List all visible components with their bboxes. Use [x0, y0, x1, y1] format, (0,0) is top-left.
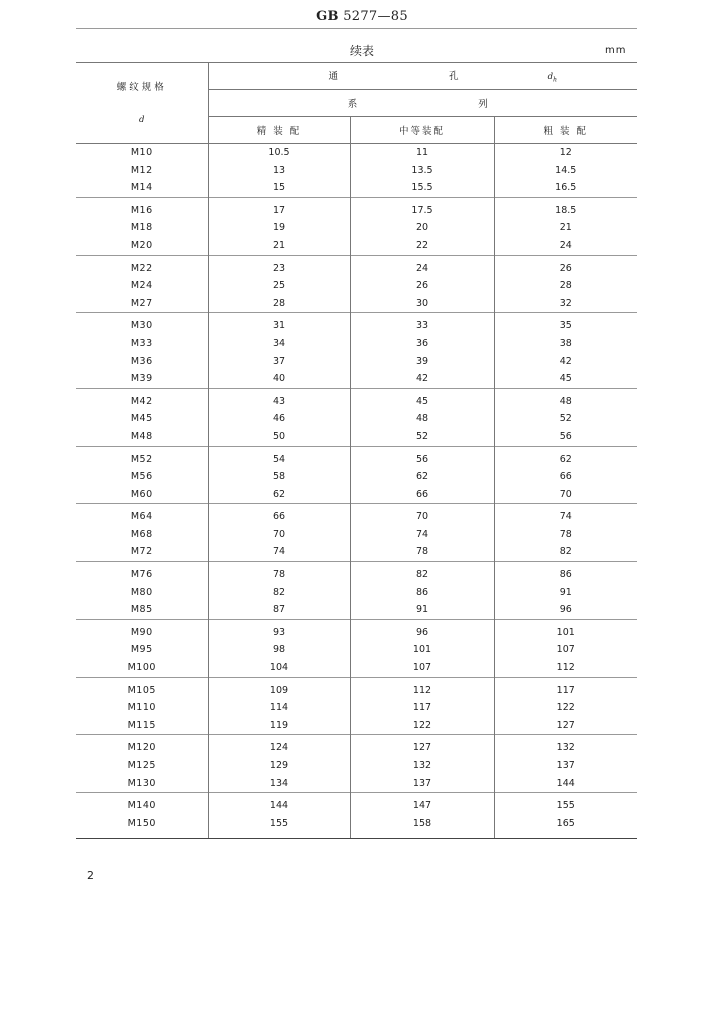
fine-fit-cell: 62 — [208, 486, 350, 504]
fine-fit-cell: 43 — [208, 388, 350, 410]
table-row — [76, 468, 637, 486]
medium-fit-cell: 45 — [350, 388, 494, 410]
table-title: 续表 — [349, 44, 374, 58]
thread-spec-cell: M140 — [76, 793, 208, 815]
medium-fit-cell: 117 — [350, 699, 494, 717]
medium-fit-cell: 15.5 — [350, 179, 494, 197]
coarse-fit-cell: 24 — [494, 237, 637, 255]
thread-spec-cell: M33 — [130, 337, 153, 349]
thread-spec-cell: M90 — [76, 619, 208, 641]
table-row — [76, 255, 637, 277]
thread-spec-cell: M22 — [76, 255, 208, 277]
table-row — [76, 504, 637, 526]
thread-spec-cell: M130 — [127, 777, 156, 789]
coarse-fit-cell: 127 — [494, 717, 637, 735]
table-row — [76, 526, 637, 544]
fine-fit-cell: 87 — [208, 601, 350, 619]
table-row — [76, 237, 637, 255]
medium-fit-cell: 11 — [350, 144, 494, 162]
table-row — [76, 775, 637, 793]
table-row — [76, 584, 637, 602]
series-header — [208, 90, 637, 117]
fine-fit-cell: 34 — [208, 335, 350, 353]
fine-fit-cell: 74 — [208, 543, 350, 561]
coarse-fit-cell: 101 — [494, 619, 637, 641]
table-row — [76, 815, 637, 839]
fine-fit-cell: 155 — [208, 815, 350, 839]
spec-header-cell — [76, 63, 208, 144]
thread-spec-cell: M76 — [76, 562, 208, 584]
table-row — [76, 428, 637, 446]
thread-spec-cell: M18 — [130, 222, 153, 234]
unit-label: mm — [605, 45, 627, 56]
table-row — [76, 370, 637, 388]
table-body — [76, 144, 637, 839]
fine-fit-cell: 25 — [208, 277, 350, 295]
fine-fit-cell: 23 — [208, 255, 350, 277]
medium-fit-cell: 112 — [350, 677, 494, 699]
medium-fit-cell: 26 — [350, 277, 494, 295]
medium-fit-cell: 122 — [350, 717, 494, 735]
coarse-fit-cell: 56 — [494, 428, 637, 446]
fine-fit-cell: 129 — [208, 757, 350, 775]
standard-code-prefix: GB — [316, 9, 339, 24]
coarse-fit-cell: 26 — [494, 255, 637, 277]
coarse-fit-cell: 165 — [494, 815, 637, 839]
medium-fit-cell: 70 — [350, 504, 494, 526]
thread-spec-cell: M95 — [130, 644, 153, 656]
coarse-fit-cell: 62 — [494, 446, 637, 468]
table-row — [76, 353, 637, 371]
table-row — [76, 197, 637, 219]
medium-fit-cell: 36 — [350, 335, 494, 353]
table-row — [76, 641, 637, 659]
thread-spec-cell: M60 — [130, 488, 153, 500]
coarse-fit-cell: 14.5 — [494, 162, 637, 180]
thread-spec-cell: M16 — [76, 197, 208, 219]
thread-spec-cell: M110 — [127, 702, 156, 714]
thread-spec-cell: M52 — [76, 446, 208, 468]
coarse-fit-cell: 18.5 — [494, 197, 637, 219]
fine-fit-cell: 46 — [208, 410, 350, 428]
fine-fit-cell: 78 — [208, 562, 350, 584]
series-char-1: 系 — [347, 99, 358, 110]
thread-spec-cell: M10 — [130, 147, 153, 158]
coarse-fit-cell: 122 — [494, 699, 637, 717]
fine-fit-cell: 31 — [208, 313, 350, 335]
spec-symbol: d — [139, 115, 145, 125]
coarse-fit-cell: 137 — [494, 757, 637, 775]
thread-spec-cell: M48 — [130, 430, 153, 442]
thread-spec-cell: M105 — [76, 677, 208, 699]
through-hole-symbol: $d_h$ — [547, 72, 557, 84]
coarse-fit-cell: 28 — [494, 277, 637, 295]
col-header-coarse: 粗 装 配 — [494, 117, 637, 144]
standard-code-number: 5277—85 — [343, 9, 408, 24]
thread-spec-cell: M39 — [130, 373, 153, 385]
medium-fit-cell: 74 — [350, 526, 494, 544]
coarse-fit-cell: 96 — [494, 601, 637, 619]
coarse-fit-cell: 12 — [494, 144, 637, 162]
fine-fit-cell: 13 — [208, 162, 350, 180]
table-row — [76, 543, 637, 561]
table-row — [76, 735, 637, 757]
medium-fit-cell: 13.5 — [350, 162, 494, 180]
thread-spec-cell: M42 — [76, 388, 208, 410]
fine-fit-cell: 40 — [208, 370, 350, 388]
thread-spec-cell: M30 — [76, 313, 208, 335]
medium-fit-cell: 33 — [350, 313, 494, 335]
thread-spec-cell: M68 — [130, 528, 153, 540]
coarse-fit-cell: 132 — [494, 735, 637, 757]
fine-fit-cell: 66 — [208, 504, 350, 526]
page-number: 2 — [87, 869, 94, 882]
thread-spec-cell: M85 — [130, 604, 153, 616]
thread-spec-cell: M100 — [127, 662, 156, 674]
fine-fit-cell: 17 — [208, 197, 350, 219]
table-row — [76, 793, 637, 815]
standard-code — [0, 9, 724, 24]
fine-fit-cell: 37 — [208, 353, 350, 371]
thread-spec-cell: M27 — [130, 297, 153, 309]
table-row — [76, 486, 637, 504]
medium-fit-cell: 127 — [350, 735, 494, 757]
medium-fit-cell: 147 — [350, 793, 494, 815]
table-row — [76, 619, 637, 641]
spec-label: 螺纹规格 — [116, 82, 167, 93]
medium-fit-cell: 96 — [350, 619, 494, 641]
table-row — [76, 219, 637, 237]
table-row — [76, 144, 637, 162]
medium-fit-cell: 62 — [350, 468, 494, 486]
coarse-fit-cell: 78 — [494, 526, 637, 544]
table-row — [76, 388, 637, 410]
coarse-fit-cell: 42 — [494, 353, 637, 371]
coarse-fit-cell: 38 — [494, 335, 637, 353]
coarse-fit-cell: 91 — [494, 584, 637, 602]
coarse-fit-cell: 82 — [494, 543, 637, 561]
fine-fit-cell: 134 — [208, 775, 350, 793]
col-header-medium: 中等装配 — [350, 117, 494, 144]
coarse-fit-cell: 21 — [494, 219, 637, 237]
fine-fit-cell: 82 — [208, 584, 350, 602]
through-hole-header — [208, 63, 637, 90]
thread-spec-cell: M24 — [130, 280, 153, 292]
series-char-2: 列 — [478, 99, 488, 110]
thread-spec-cell: M12 — [130, 164, 153, 176]
fine-fit-cell: 119 — [208, 717, 350, 735]
through-hole-table — [76, 62, 637, 839]
medium-fit-cell: 107 — [350, 659, 494, 677]
thread-spec-cell: M36 — [130, 355, 153, 367]
coarse-fit-cell: 70 — [494, 486, 637, 504]
fine-fit-cell: 104 — [208, 659, 350, 677]
coarse-fit-cell: 35 — [494, 313, 637, 335]
table-row — [76, 446, 637, 468]
table-row — [76, 699, 637, 717]
coarse-fit-cell: 16.5 — [494, 179, 637, 197]
medium-fit-cell: 86 — [350, 584, 494, 602]
table-row — [76, 717, 637, 735]
through-hole-char-1: 通 — [328, 71, 339, 83]
fine-fit-cell: 58 — [208, 468, 350, 486]
medium-fit-cell: 39 — [350, 353, 494, 371]
header-rule — [76, 28, 637, 29]
thread-spec-cell: M64 — [76, 504, 208, 526]
coarse-fit-cell: 155 — [494, 793, 637, 815]
thread-spec-cell: M125 — [127, 760, 156, 771]
coarse-fit-cell: 48 — [494, 388, 637, 410]
table-row — [76, 335, 637, 353]
medium-fit-cell: 66 — [350, 486, 494, 504]
coarse-fit-cell: 74 — [494, 504, 637, 526]
col-header-fine: 精 装 配 — [208, 117, 350, 144]
fine-fit-cell: 50 — [208, 428, 350, 446]
coarse-fit-cell: 32 — [494, 295, 637, 313]
table-row — [76, 179, 637, 197]
thread-spec-cell: M45 — [130, 413, 153, 425]
fine-fit-cell: 93 — [208, 619, 350, 641]
medium-fit-cell: 42 — [350, 370, 494, 388]
fine-fit-cell: 28 — [208, 295, 350, 313]
table-row — [76, 277, 637, 295]
coarse-fit-cell: 52 — [494, 410, 637, 428]
coarse-fit-cell: 66 — [494, 468, 637, 486]
fine-fit-cell: 124 — [208, 735, 350, 757]
fine-fit-cell: 98 — [208, 641, 350, 659]
thread-spec-cell: M120 — [76, 735, 208, 757]
thread-spec-cell: M14 — [130, 182, 153, 194]
medium-fit-cell: 78 — [350, 543, 494, 561]
fine-fit-cell: 19 — [208, 219, 350, 237]
table-row — [76, 162, 637, 180]
coarse-fit-cell: 86 — [494, 562, 637, 584]
medium-fit-cell: 158 — [350, 815, 494, 839]
coarse-fit-cell: 107 — [494, 641, 637, 659]
thread-spec-cell: M80 — [130, 586, 153, 598]
thread-spec-cell: M72 — [130, 546, 153, 558]
medium-fit-cell: 17.5 — [350, 197, 494, 219]
table-row — [76, 562, 637, 584]
thread-spec-cell: M115 — [127, 719, 156, 731]
medium-fit-cell: 91 — [350, 601, 494, 619]
table-row — [76, 677, 637, 699]
fine-fit-cell: 114 — [208, 699, 350, 717]
table-row — [76, 410, 637, 428]
fine-fit-cell: 21 — [208, 237, 350, 255]
fine-fit-cell: 70 — [208, 526, 350, 544]
medium-fit-cell: 137 — [350, 775, 494, 793]
medium-fit-cell: 101 — [350, 641, 494, 659]
table-row — [76, 313, 637, 335]
coarse-fit-cell: 45 — [494, 370, 637, 388]
through-hole-char-2: 孔 — [449, 71, 459, 83]
medium-fit-cell: 52 — [350, 428, 494, 446]
medium-fit-cell: 56 — [350, 446, 494, 468]
table-row — [76, 757, 637, 775]
thread-spec-cell: M20 — [130, 239, 153, 251]
medium-fit-cell: 30 — [350, 295, 494, 313]
thread-spec-cell: M150 — [76, 815, 208, 839]
thread-spec-cell: M56 — [130, 471, 153, 483]
coarse-fit-cell: 117 — [494, 677, 637, 699]
medium-fit-cell: 82 — [350, 562, 494, 584]
coarse-fit-cell: 112 — [494, 659, 637, 677]
medium-fit-cell: 22 — [350, 237, 494, 255]
fine-fit-cell: 144 — [208, 793, 350, 815]
table-row — [76, 601, 637, 619]
fine-fit-cell: 54 — [208, 446, 350, 468]
coarse-fit-cell: 144 — [494, 775, 637, 793]
fine-fit-cell: 10.5 — [208, 144, 350, 162]
table-row — [76, 295, 637, 313]
table-row — [76, 659, 637, 677]
table-header — [76, 63, 637, 144]
medium-fit-cell: 20 — [350, 219, 494, 237]
medium-fit-cell: 132 — [350, 757, 494, 775]
fine-fit-cell: 15 — [208, 179, 350, 197]
fine-fit-cell: 109 — [208, 677, 350, 699]
medium-fit-cell: 24 — [350, 255, 494, 277]
medium-fit-cell: 48 — [350, 410, 494, 428]
